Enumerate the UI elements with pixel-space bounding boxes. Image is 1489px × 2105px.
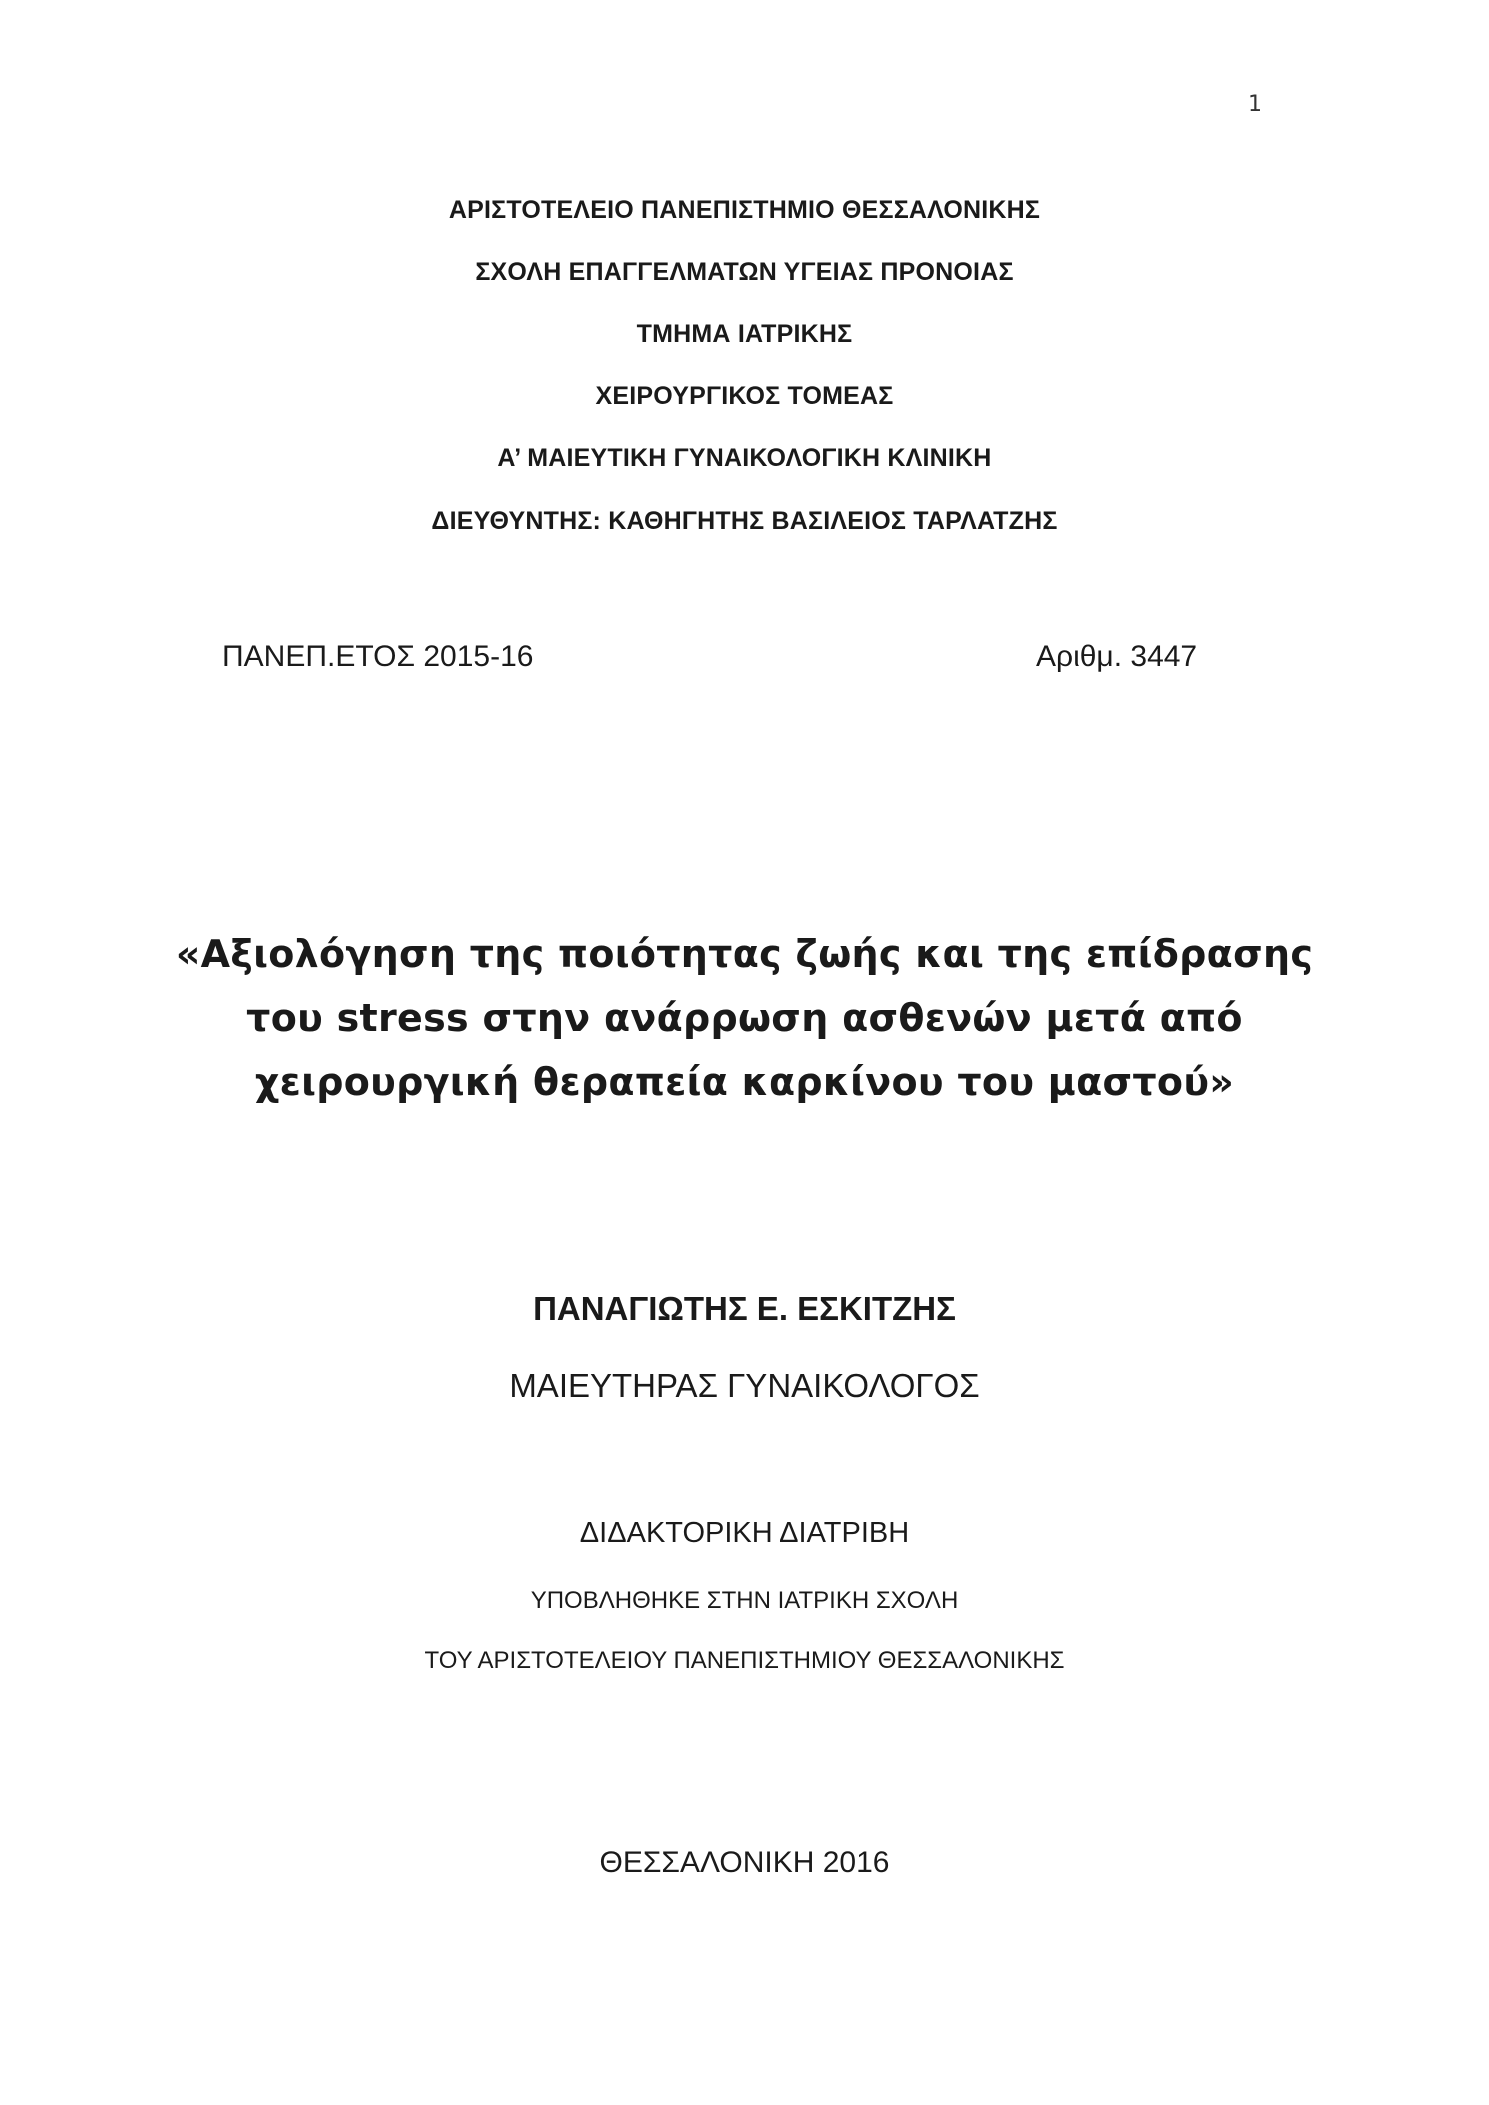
submitted-line-2: ΤΟΥ ΑΡΙΣΤΟΤΕΛΕΙΟΥ ΠΑΝΕΠΙΣΤΗΜΙΟΥ ΘΕΣΣΑΛΟΝΙΚΗΣ <box>424 1647 1065 1674</box>
school-name: ΣΧΟΛΗ ΕΠΑΓΓΕΛΜΑΤΩΝ ΥΓΕΙΑΣ ΠΡΟΝΟΙΑΣ <box>475 258 1014 286</box>
thesis-type: ΔΙΔΑΚΤΟΡΙΚΗ ΔΙΑΤΡΙΒΗ <box>579 1517 910 1549</box>
author-name: ΠΑΝΑΓΙΩΤΗΣ Ε. ΕΣΚΙΤΖΗΣ <box>533 1290 956 1327</box>
academic-year: ΠΑΝΕΠ.ΕΤΟΣ 2015-16 <box>222 640 534 673</box>
title-line-2: του stress στην ανάρρωση ασθενών μετά από <box>246 996 1243 1040</box>
department-name: ΤΜΗΜΑ ΙΑΤΡΙΚΗΣ <box>636 320 853 348</box>
university-name: ΑΡΙΣΤΟΤΕΛΕΙΟ ΠΑΝΕΠΙΣΤΗΜΙΟ ΘΕΣΣΑΛΟΝΙΚΗΣ <box>448 196 1041 224</box>
sector-name: ΧΕΙΡΟΥΡΓΙΚΟΣ ΤΟΜΕΑΣ <box>595 382 894 410</box>
page-number: 1 <box>1248 92 1262 117</box>
place-date: ΘΕΣΣΑΛΟΝΙΚΗ 2016 <box>599 1846 890 1879</box>
title-line-1: «Αξιολόγηση της ποιότητας ζωής και της επίδρασης <box>175 932 1314 976</box>
thesis-number: Αριθμ. 3447 <box>1036 640 1198 673</box>
author-role: ΜΑΙΕΥΤΗΡΑΣ ΓΥΝΑΙΚΟΛΟΓΟΣ <box>509 1367 980 1404</box>
title-line-3: χειρουργική θεραπεία καρκίνου του μαστού» <box>254 1060 1235 1104</box>
clinic-name: Α’ ΜΑΙΕΥΤΙΚΗ ΓΥΝΑΙΚΟΛΟΓΙΚΗ ΚΛΙΝΙΚΗ <box>497 444 992 472</box>
director-line: ΔΙΕΥΘΥΝΤΗΣ: ΚΑΘΗΓΗΤΗΣ ΒΑΣΙΛΕΙΟΣ ΤΑΡΛΑΤΖΗΣ <box>431 507 1058 535</box>
submitted-line-1: ΥΠΟΒΛΗΘΗΚΕ ΣΤΗΝ ΙΑΤΡΙΚΗ ΣΧΟΛΗ <box>530 1587 959 1614</box>
